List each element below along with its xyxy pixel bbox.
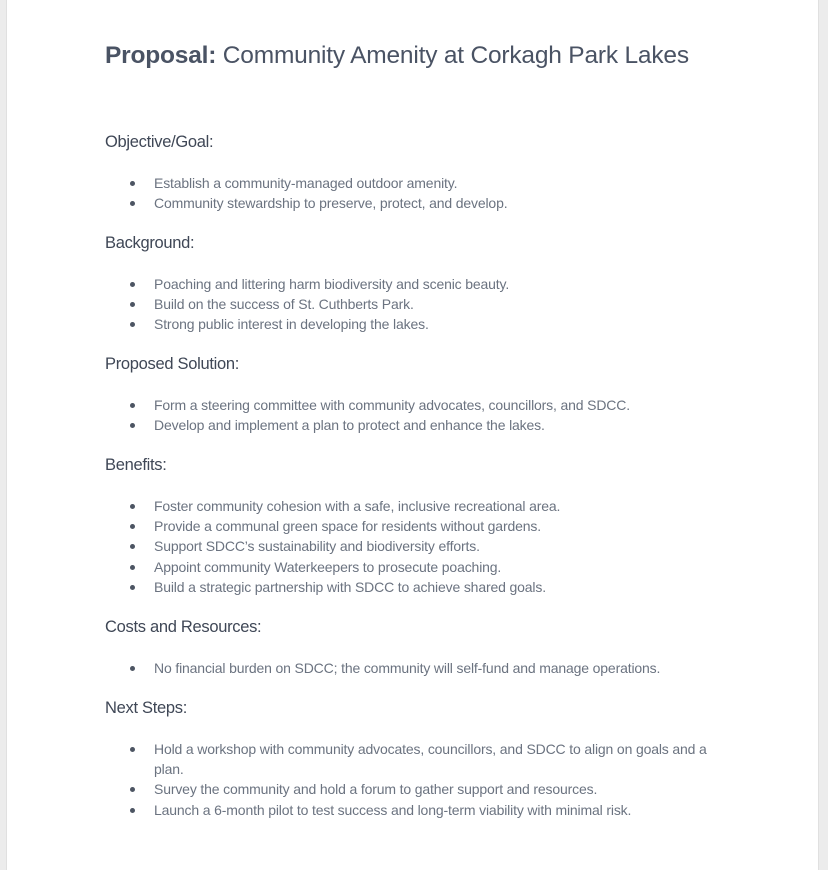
title-prefix: Proposal:: [105, 42, 217, 69]
list-item-text: Strong public interest in developing the lakes.: [154, 316, 429, 333]
section-benefits: [105, 455, 785, 597]
list-item-text: Appoint community Waterkeepers to prosecute poaching.: [154, 558, 502, 575]
bullet-icon: [130, 565, 135, 570]
bullet-icon: [130, 403, 135, 408]
list-item: [105, 274, 724, 294]
bullet-icon: [130, 423, 135, 428]
bullet-icon: [130, 808, 135, 813]
bullet-list: [105, 274, 785, 335]
bullet-icon: [130, 201, 135, 206]
section-heading: Background:: [105, 234, 195, 252]
document-page: [6, 0, 819, 870]
section-heading: Benefits:: [105, 456, 167, 474]
list-item-text: Launch a 6-month pilot to test success and long-term viability with minimal risk.: [154, 801, 632, 818]
list-item: [105, 496, 724, 516]
list-item-text: Support SDCC’s sustainability and biodiversity efforts.: [154, 538, 480, 555]
bullet-icon: [130, 747, 135, 752]
bullet-list: [105, 395, 785, 435]
list-item: [105, 173, 724, 193]
bullet-icon: [130, 585, 135, 590]
bullet-list: [105, 496, 785, 597]
section-heading: Proposed Solution:: [105, 355, 240, 373]
list-item: [105, 557, 724, 577]
list-item-text: Community stewardship to preserve, protect, and develop.: [154, 195, 508, 212]
list-item-text: Build on the success of St. Cuthberts Park.: [154, 296, 414, 313]
section-heading: Costs and Resources:: [105, 618, 262, 636]
list-item-text: Survey the community and hold a forum to gather support and resources.: [154, 781, 598, 798]
list-item: [105, 739, 724, 779]
bullet-icon: [130, 544, 135, 549]
bullet-icon: [130, 524, 135, 529]
bullet-icon: [130, 666, 135, 671]
list-item-text: Develop and implement a plan to protect and enhance the lakes.: [154, 417, 545, 434]
bullet-icon: [130, 787, 135, 792]
list-item: [105, 658, 724, 678]
list-item: [105, 536, 724, 556]
bullet-list: [105, 658, 785, 678]
bullet-icon: [130, 282, 135, 287]
bullet-icon: [130, 302, 135, 307]
section-heading: Next Steps:: [105, 699, 187, 717]
bullet-icon: [130, 504, 135, 509]
list-item: [105, 314, 724, 334]
section-costs-and-resources: [105, 617, 785, 678]
list-item: [105, 516, 724, 536]
list-item-text: Build a strategic partnership with SDCC to achieve shared goals.: [154, 578, 546, 595]
section-background: [105, 233, 785, 335]
list-item-text: Poaching and littering harm biodiversity and scenic beauty.: [154, 276, 510, 292]
list-item: [105, 415, 724, 435]
title-text: Community Amenity at Corkagh Park Lakes: [216, 42, 689, 69]
document-title: [105, 42, 689, 70]
list-item: [105, 800, 724, 820]
list-item: [105, 294, 724, 314]
list-item-text: Hold a workshop with community advocates, councillors, and SDCC to align on goals and a plan.: [154, 741, 707, 778]
section-heading: Objective/Goal:: [105, 133, 214, 151]
list-item: [105, 193, 724, 213]
list-item-text: Foster community cohesion with a safe, inclusive recreational area.: [154, 498, 561, 514]
list-item-text: No financial burden on SDCC; the community will self-fund and manage operations.: [154, 660, 661, 676]
bullet-icon: [130, 322, 135, 327]
bullet-list: [105, 173, 785, 213]
list-item: [105, 395, 724, 415]
list-item-text: Establish a community-managed outdoor amenity.: [154, 175, 458, 191]
section-proposed-solution: [105, 354, 785, 435]
list-item-text: Provide a communal green space for residents without gardens.: [154, 518, 541, 535]
list-item: [105, 779, 724, 799]
bullet-list: [105, 739, 785, 820]
list-item-text: Form a steering committee with community advocates, councillors, and SDCC.: [154, 397, 630, 413]
section-next-steps: [105, 698, 785, 820]
section-objective: [105, 132, 785, 213]
bullet-icon: [130, 181, 135, 186]
list-item: [105, 577, 724, 597]
